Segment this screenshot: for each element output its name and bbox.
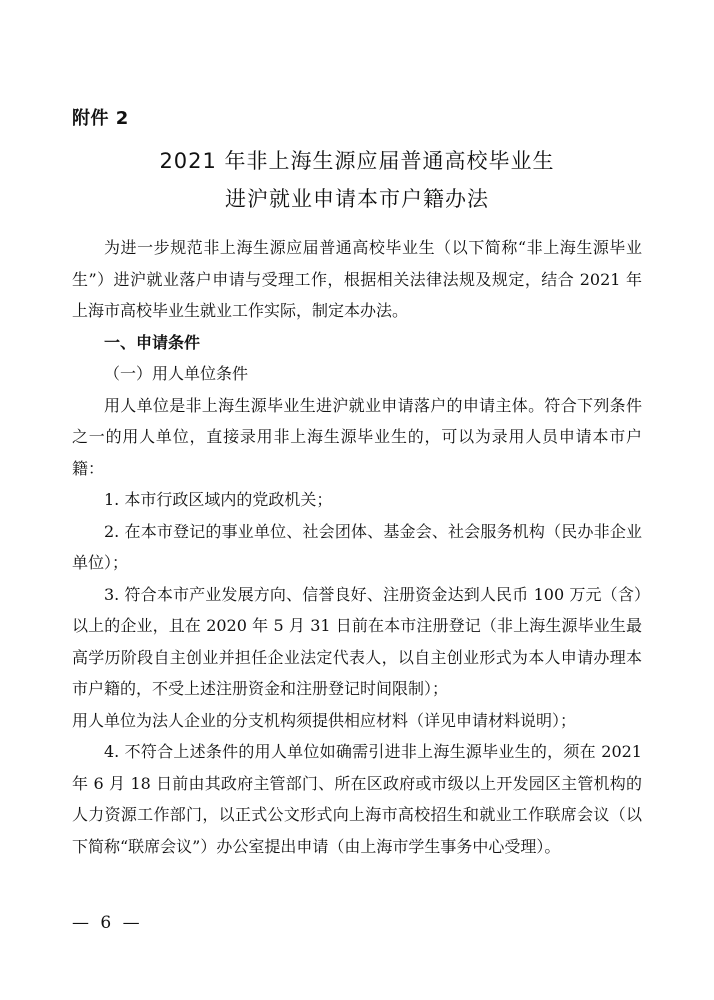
- list-item-3: 3. 符合本市产业发展方向、信誉良好、注册资金达到人民币 100 万元（含）以上的企业，且在 2020 年 5 月 31 日前在本市注册登记（非上海生源毕业生最高学历阶段自主创业并担任企业法定代表人，以自主创业形式为本人申请办理本市户籍的，不受上述注册资金和注册登记时间限制）；: [72, 584, 642, 698]
- document-body: [72, 232, 642, 862]
- page-number: — 6 —: [72, 913, 143, 933]
- list-item-2: 2. 在本市登记的事业单位、社会团体、基金会、社会服务机构（民办非企业单位）；: [72, 521, 642, 572]
- list-item-4: 4. 不符合上述条件的用人单位如确需引进非上海生源毕业生的，须在 2021 年 6 月 18 日前由其政府主管部门、所在区政府或市级以上开发园区主管机构的人力资源工作部门，以正式公文形式向上海市高校招生和就业工作联席会议（以下简称“联席会议”）办公室提出申请（由上海市学生事务中心受理）。: [72, 742, 642, 856]
- employer-paragraph: 用人单位是非上海生源毕业生进沪就业申请落户的申请主体。符合下列条件之一的用人单位，直接录用非上海生源毕业生的，可以为录用人员申请本市户籍：: [72, 395, 642, 478]
- section-heading-1: 一、申请条件: [104, 332, 201, 352]
- subsection-heading-1: （一）用人单位条件: [104, 364, 249, 383]
- list-item-3-continuation: 用人单位为法人企业的分支机构须提供相应材料（详见申请材料说明）；: [72, 710, 577, 730]
- intro-paragraph: 为进一步规范非上海生源应届普通高校毕业生（以下简称“非上海生源毕业生”）进沪就业落户申请与受理工作，根据相关法律法规及规定，结合 2021 年上海市高校毕业生就业工作实际，制定本办法。: [72, 238, 642, 320]
- list-item-1: 1. 本市行政区域内的党政机关；: [104, 490, 333, 509]
- document-title-line-2: 进沪就业申请本市户籍办法: [225, 187, 489, 211]
- attachment-label: 附件 2: [72, 108, 129, 129]
- document-title-line-1: 2021 年非上海生源应届普通高校毕业生: [159, 149, 555, 173]
